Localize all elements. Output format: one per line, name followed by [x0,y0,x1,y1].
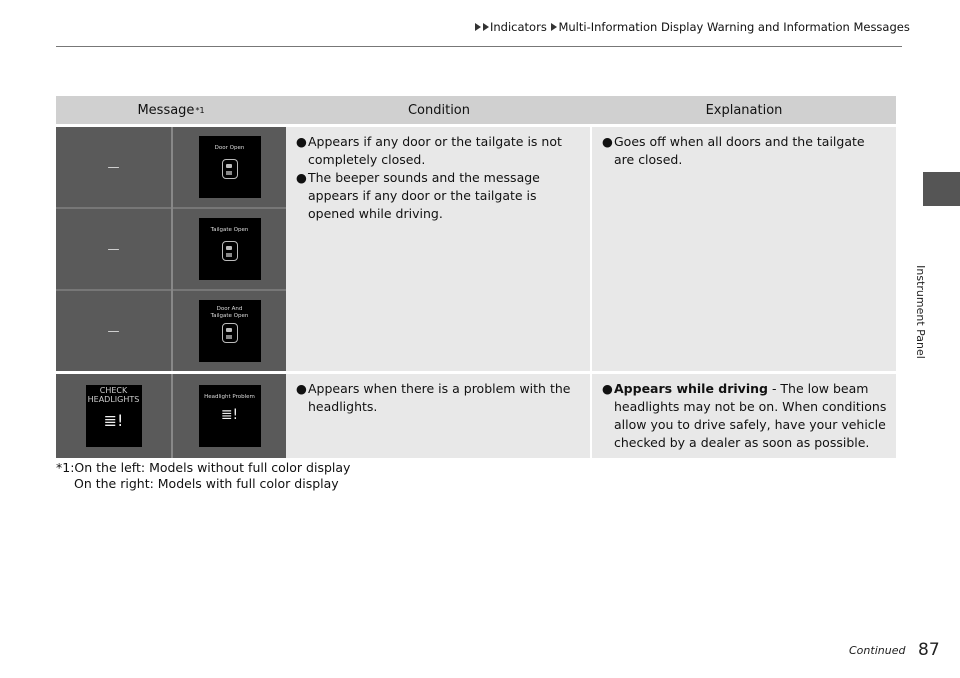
check-headlights-screen: CHECK HEADLIGHTS ≣! [86,385,142,447]
no-message-dash: — [107,242,120,256]
breadcrumb-part2: Multi-Information Display Warning and Information Messages [558,20,910,34]
headlight-warning-icon: ≣! [220,406,239,423]
section-tab [923,172,960,206]
messages-table [56,96,896,458]
header-message: Message *1 [137,102,205,118]
tailgate-open-screen: Tailgate Open [199,218,261,280]
section-label: Instrument Panel [914,265,927,359]
breadcrumb-part1: Indicators [490,20,547,34]
arrow-icon [551,23,557,31]
headlight-problem-screen: Headlight Problem ≣! [199,385,261,447]
condition-cell: ● Appears if any door or the tailgate is not completely closed. ● The beeper sounds and the message appears if any door or the tailgate is opened while driving. [286,127,592,371]
table-row [56,371,896,458]
no-message-dash: — [107,324,120,338]
header-condition: Condition [407,102,471,118]
door-tailgate-open-screen: Door And Tailgate Open [199,300,261,362]
explanation-cell: ● Appears while driving - The low beam headlights may not be on. When conditions allow you to drive safely, have your vehicle checked by a dealer as soon as possible. [592,374,896,458]
message-cell [56,127,286,371]
arrow-icon [475,23,481,31]
condition-cell: ● Appears when there is a problem with the headlights. [286,374,592,458]
header-rule [56,46,902,47]
car-tailgate-icon [222,241,238,261]
table-row [56,124,896,371]
car-door-icon [222,159,238,179]
footnote: *1:On the left: Models without full color display On the right: Models with full color display [56,460,351,491]
table-header [56,96,896,124]
breadcrumb [474,20,910,34]
arrow-icon [483,23,489,31]
door-open-screen: Door Open [199,136,261,198]
header-explanation: Explanation [705,102,783,118]
explanation-cell: ● Goes off when all doors and the tailgate are closed. [592,127,896,371]
message-cell [56,374,286,458]
page-number: 87 [918,640,940,660]
headlight-warning-icon: ≣! [103,410,124,430]
car-door-tailgate-icon [222,323,238,343]
no-message-dash: — [107,160,120,174]
continued-label: Continued [849,644,906,657]
